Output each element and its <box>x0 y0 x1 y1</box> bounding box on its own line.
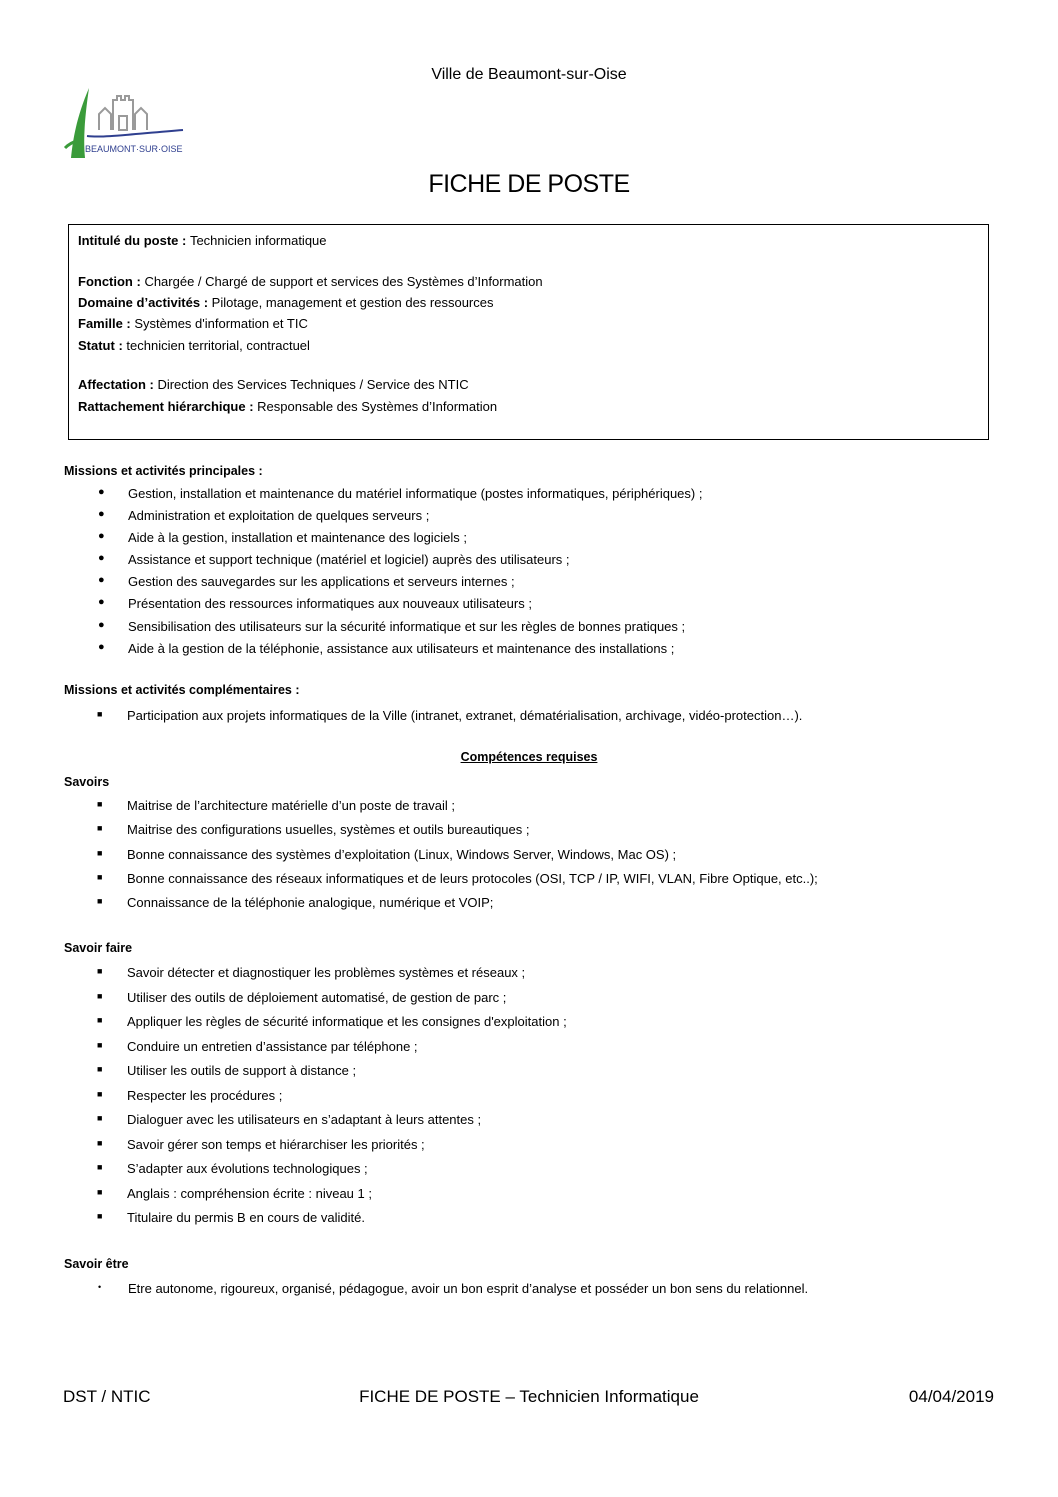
logo-text: BEAUMONT·SUR·OISE <box>85 144 183 154</box>
missions-list <box>98 486 703 663</box>
list-item: ■ Connaissance de la téléphonie analogique, numérique et VOIP; <box>97 895 494 911</box>
footer-right: 04/04/2019 <box>908 1387 994 1406</box>
list-item: ● Gestion, installation et maintenance du matériel informatique (postes informatiques, périphériques) ; <box>98 486 703 501</box>
page-title: FICHE DE POSTE <box>428 170 630 198</box>
list-item: ● Gestion des sauvegardes sur les applications et serveurs internes ; <box>98 574 515 590</box>
savoirs-list <box>97 798 818 919</box>
list-item: ■ Appliquer les règles de sécurité informatique et les consignes d'exploitation ; <box>97 1014 567 1029</box>
list-item: ■ Bonne connaissance des systèmes d’exploitation (Linux, Windows Server, Windows, Mac OS) ; <box>97 846 677 862</box>
competences-title: Compétences requises <box>460 750 598 764</box>
list-item: ● Présentation des ressources informatiques aux nouveaux utilisateurs ; <box>98 596 532 612</box>
footer-center: FICHE DE POSTE – Technicien Informatique <box>359 1387 699 1406</box>
list-item: ■ Anglais : compréhension écrite : niveau 1 ; <box>97 1185 372 1201</box>
savoirs-title: Savoirs <box>64 775 110 789</box>
info-function: Fonction : Chargée / Chargé de support et services des Systèmes d’Information <box>78 274 543 289</box>
list-item: ■ Maitrise de l’architecture matérielle d’un poste de travail ; <box>97 798 456 813</box>
info-family: Famille : Systèmes d'information et TIC <box>78 316 308 331</box>
complementary-list <box>97 708 803 730</box>
savoir-etre-list <box>98 1281 809 1303</box>
info-reporting: Rattachement hiérarchique : Responsable des Systèmes d’Information <box>78 399 498 414</box>
info-assignment: Affectation : Direction des Services Techniques / Service des NTIC <box>78 377 469 392</box>
job-info-box <box>68 224 989 440</box>
list-item: ● Sensibilisation des utilisateurs sur la sécurité informatique et sur les règles de bonnes pratiques ; <box>98 618 686 634</box>
missions-title: Missions et activités principales : <box>64 464 263 478</box>
info-job-title: Intitulé du poste : Technicien informatique <box>78 233 327 248</box>
list-item: ■ Savoir gérer son temps et hiérarchiser les priorités ; <box>97 1136 425 1152</box>
list-item: • Etre autonome, rigoureux, organisé, pédagogue, avoir un bon esprit d’analyse et posséder un bon sens du relationnel. <box>98 1281 809 1296</box>
savoir-faire-list <box>97 965 567 1235</box>
list-item: ■ Titulaire du permis B en cours de validité. <box>97 1210 365 1225</box>
list-item: ■ Savoir détecter et diagnostiquer les problèmes systèmes et réseaux ; <box>97 965 526 980</box>
header-city: Ville de Beaumont-sur-Oise <box>431 66 627 83</box>
list-item: ■ Utiliser des outils de déploiement automatisé, de gestion de parc ; <box>97 989 507 1005</box>
info-status: Statut : technicien territorial, contractuel <box>78 338 310 353</box>
list-item: ■ Bonne connaissance des réseaux informatiques et de leurs protocoles (OSI, TCP / IP, WIFI, VLAN, Fibre Optique, etc..); <box>97 870 818 886</box>
list-item: ■ Participation aux projets informatiques de la Ville (intranet, extranet, dématérialisation, archivage, vidéo-protection…). <box>97 708 803 723</box>
savoir-etre-title: Savoir être <box>64 1257 129 1271</box>
complementary-title: Missions et activités complémentaires : <box>64 683 300 697</box>
footer-left: DST / NTIC <box>63 1387 151 1406</box>
list-item: ■ Dialoguer avec les utilisateurs en s’adaptant à leurs attentes ; <box>97 1112 482 1127</box>
list-item: ■ Conduire un entretien d’assistance par téléphone ; <box>97 1038 418 1054</box>
list-item: ■ Respecter les procédures ; <box>97 1087 283 1103</box>
list-item: ● Assistance et support technique (matériel et logiciel) auprès des utilisateurs ; <box>98 552 570 568</box>
list-item: ■ Maitrise des configurations usuelles, systèmes et outils bureautiques ; <box>97 822 530 838</box>
logo-icon <box>63 86 187 160</box>
list-item: ● Aide à la gestion de la téléphonie, assistance aux utilisateurs et maintenance des installations ; <box>98 640 675 656</box>
list-item: ■ Utiliser les outils de support à distance ; <box>97 1063 357 1078</box>
city-logo <box>63 86 187 160</box>
list-item: ● Aide à la gestion, installation et maintenance des logiciels ; <box>98 530 467 546</box>
list-item: ● Administration et exploitation de quelques serveurs ; <box>98 508 430 524</box>
savoir-faire-title: Savoir faire <box>64 941 133 955</box>
info-domain: Domaine d’activités : Pilotage, management et gestion des ressources <box>78 295 494 310</box>
list-item: ■ S’adapter aux évolutions technologiques ; <box>97 1161 368 1176</box>
